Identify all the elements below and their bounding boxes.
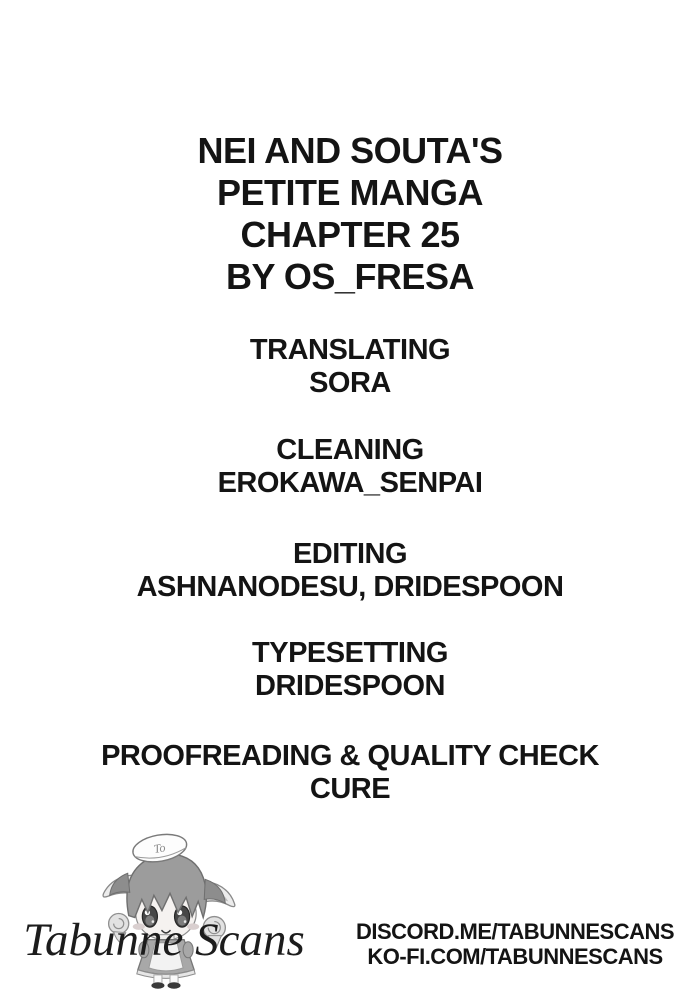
credit-names: SORA	[309, 367, 391, 399]
mascot-cap-text: To	[152, 840, 167, 857]
credit-role: CLEANING	[276, 434, 424, 466]
credit-role: EDITING	[292, 538, 408, 570]
credit-section-editing	[0, 538, 700, 604]
credit-names: ASHNANODESU, DRIDESPOON	[136, 571, 564, 603]
credit-section-translating	[0, 334, 700, 400]
credit-role: TYPESETTING	[252, 637, 448, 669]
page-title	[0, 130, 700, 298]
credit-role: TRANSLATING	[249, 334, 451, 366]
title-line-subtitle: PETITE MANGA	[216, 172, 483, 213]
title-line-chapter: CHAPTER 25	[240, 214, 460, 255]
credit-section-typesetting	[0, 637, 700, 703]
credit-names: EROKAWA_SENPAI	[217, 467, 483, 499]
kofi-link: KO-FI.COM/TABUNNESCANS	[367, 944, 663, 969]
credit-role: PROOFREADING & QUALITY CHECK	[101, 740, 599, 772]
credit-section-cleaning	[0, 434, 700, 500]
credit-section-proofreading-qc	[0, 740, 700, 806]
title-line-author: BY OS_FRESA	[226, 256, 474, 297]
footer-links	[330, 919, 700, 969]
credit-names: DRIDESPOON	[255, 670, 445, 702]
group-name: Tabunne Scans	[23, 914, 305, 966]
credit-names: CURE	[309, 773, 391, 805]
title-line-series: NEI AND SOUTA'S	[197, 130, 503, 171]
discord-link: DISCORD.ME/TABUNNESCANS	[355, 919, 675, 944]
